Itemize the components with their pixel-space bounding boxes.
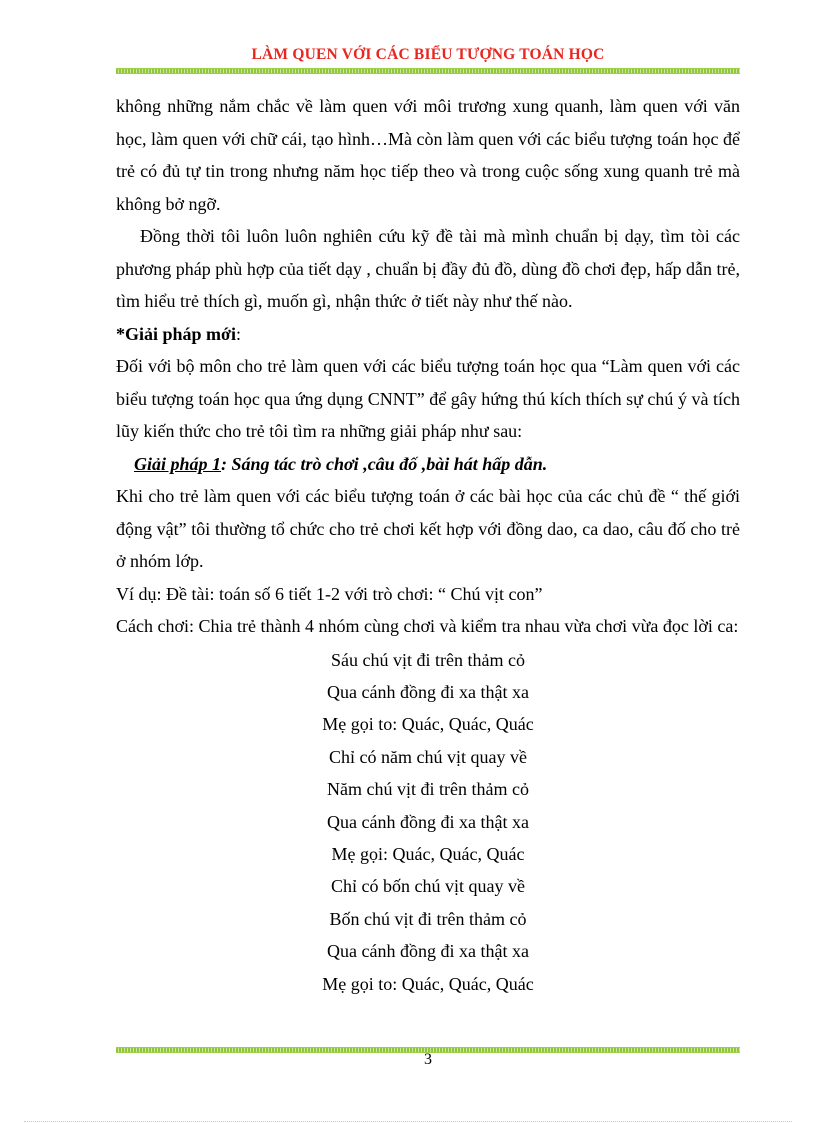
poem-line: Qua cánh đồng đi xa thật xa — [327, 681, 529, 702]
poem-line: Chỉ có năm chú vịt quay về — [329, 746, 527, 767]
new-solution-label: *Giải pháp mới — [116, 323, 236, 344]
paragraph-subject: Đối với bộ môn cho trẻ làm quen với các biểu tượng toán học qua “Làm quen với các biểu tượng toán học qua ứng dụng CNNT” để gây hứng thú kích thích sự chú ý và tích lũy kiến thức cho trẻ tôi tìm ra những giải pháp như sau: — [116, 356, 740, 441]
paragraph-intro: không những nắm chắc về làm quen với môi trương xung quanh, làm quen với văn học, làm quen với chữ cái, tạo hình…Mà còn làm quen với các biểu tượng toán học để trẻ có đủ tự tin trong nhưng năm học tiếp theo và trong cuộc sống xung quanh trẻ mà không bở ngỡ. — [116, 96, 740, 214]
solution-1-heading — [116, 448, 740, 481]
paragraph-research: Đồng thời tôi luôn luôn nghiên cứu kỹ đề tài mà mình chuẩn bị dạy, tìm tòi các phương pháp phù hợp của tiết dạy , chuẩn bị đầy đủ đồ, dùng đồ chơi đẹp, hấp dẫn trẻ, tìm hiểu trẻ thích gì, muốn gì, nhận thức ở tiết này như thế nào. — [116, 226, 740, 311]
document-body — [116, 90, 740, 1000]
poem-line: Mẹ gọi: Quác, Quác, Quác — [331, 843, 525, 864]
poem-line: Năm chú vịt đi trên thảm cỏ — [327, 779, 529, 800]
paragraph-method: Khi cho trẻ làm quen với các biểu tượng toán ở các bài học của các chủ đề “ thế giới động vật” tôi thường tổ chức cho trẻ chơi kết hợp với đồng dao, ca dao, câu đố cho trẻ ở nhóm lớp. — [116, 486, 740, 571]
poem-line: Qua cánh đồng đi xa thật xa — [327, 811, 529, 832]
poem-line: Sáu chú vịt đi trên thảm cỏ — [331, 649, 525, 670]
page-number: 3 — [424, 1051, 432, 1068]
paragraph-how-to-play: Cách chơi: Chia trẻ thành 4 nhóm cùng chơi và kiểm tra nhau vừa chơi vừa đọc lời ca: — [116, 616, 739, 636]
paragraph-example: Ví dụ: Đề tài: toán số 6 tiết 1-2 với trò chơi: “ Chú vịt con” — [116, 583, 543, 604]
solution-1-title: : Sáng tác trò chơi ,câu đố ,bài hát hấp dẫn. — [221, 453, 548, 474]
poem-line: Qua cánh đồng đi xa thật xa — [327, 941, 529, 962]
poem-line: Chỉ có bốn chú vịt quay về — [331, 876, 525, 897]
new-solution-heading — [116, 318, 740, 351]
header-rule — [116, 68, 740, 74]
page-header-title: LÀM QUEN VỚI CÁC BIỂU TƯỢNG TOÁN HỌC — [251, 46, 605, 63]
poem-line: Bốn chú vịt đi trên thảm cỏ — [329, 908, 527, 929]
new-solution-colon: : — [236, 323, 242, 344]
page-edge-divider — [24, 1121, 792, 1122]
poem-line: Mẹ gọi to: Quác, Quác, Quác — [322, 973, 534, 994]
poem — [116, 643, 740, 1000]
poem-line: Mẹ gọi to: Quác, Quác, Quác — [322, 714, 534, 735]
solution-1-label: Giải pháp 1 — [134, 453, 222, 474]
